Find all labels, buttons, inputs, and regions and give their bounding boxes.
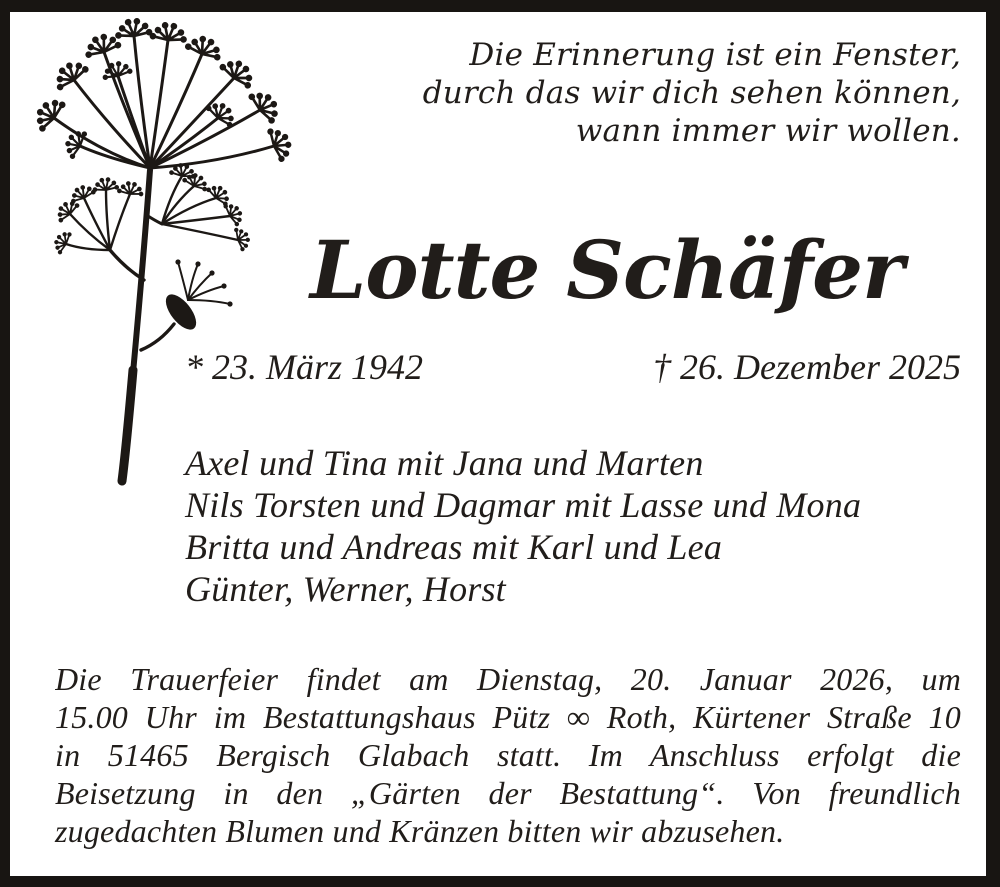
flower-icon [22,18,317,508]
family-line: Günter, Werner, Horst [185,569,506,609]
announcement-line: in 51465 Bergisch Glabach statt. Im Anschluss erfolgt die [55,737,961,773]
memorial-quote [423,36,961,150]
family-line: Axel und Tina mit Jana und Marten [185,443,704,483]
announcement-line: Beisetzung in den „Gärten der Bestattung“. Von freundlich [55,775,961,811]
family-line: Nils Torsten und Dagmar mit Lasse und Mona [185,485,862,525]
funeral-announcement [55,660,961,850]
family-line: Britta und Andreas mit Karl und Lea [185,527,723,567]
quote-line: wann immer wir wollen. [575,113,961,149]
quote-line: durch das wir dich sehen können, [422,75,961,111]
quote-line: Die Erinnerung ist ein Fenster, [469,37,961,73]
birth-date: * 23. März 1942 [185,347,424,387]
announcement-line: 15.00 Uhr im Bestattungshaus Pütz ∞ Roth, Kürtener Straße 10 [55,699,961,735]
life-dates [185,346,961,388]
announcement-line: Die Trauerfeier findet am Dienstag, 20. Januar 2026, um [55,661,961,697]
flower-illustration [22,18,317,508]
family-names [185,442,961,610]
announcement-line: zugedachten Blumen und Kränzen bitten wir abzusehen. [55,813,785,849]
death-date: † 26. Dezember 2025 [653,347,961,387]
deceased-name: Lotte Schäfer [310,223,904,317]
